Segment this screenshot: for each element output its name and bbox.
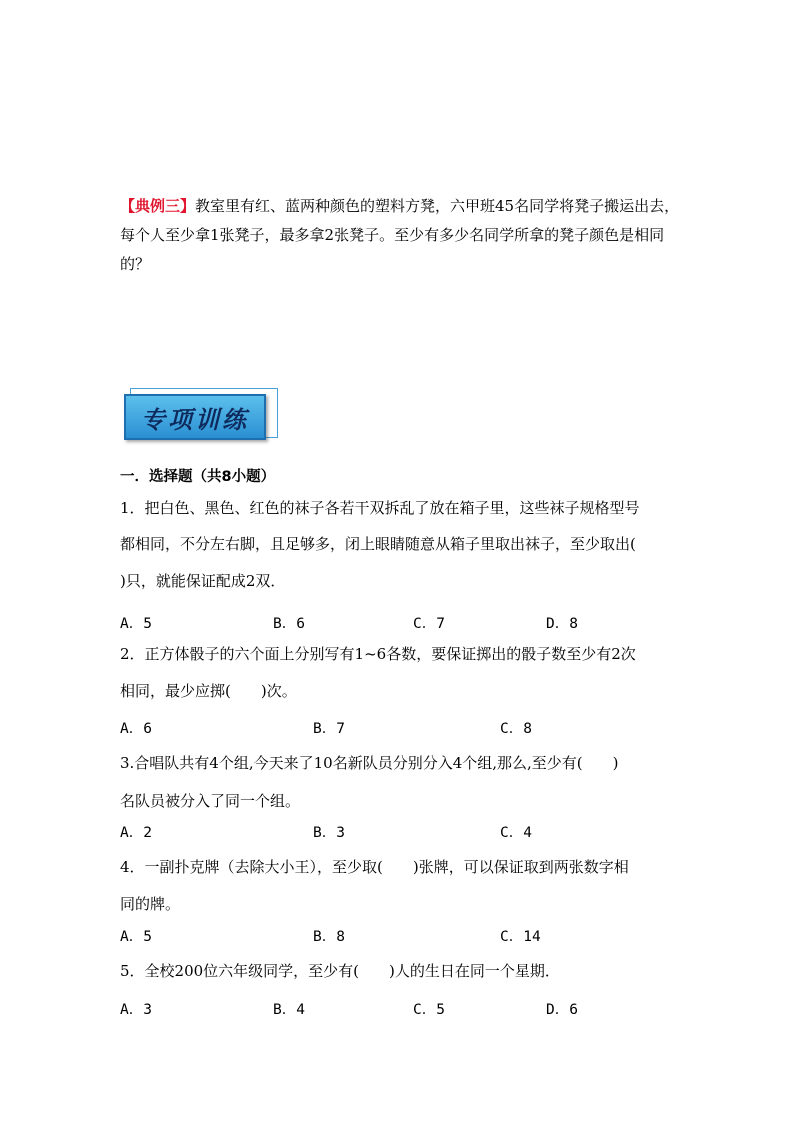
question-2-line-1: 2．正方体骰子的六个面上分别写有1~6各数，要保证掷出的骰子数至少有2次: [120, 645, 636, 663]
section-title: 一．选择题（共8小题）: [120, 469, 276, 485]
banner-box: [124, 394, 266, 440]
question-1-option-b: B．6: [273, 616, 305, 632]
question-4-option-a: A．5: [120, 929, 152, 945]
question-1-option-c: C．7: [413, 616, 445, 632]
question-4-line-1: 4．一副扑克牌（去除大小王），至少取( )张牌，可以保证取到两张数字相: [120, 858, 629, 876]
example-tag: 【典例三】: [120, 197, 196, 215]
question-5-option-a: A．3: [120, 1002, 152, 1018]
banner-label: 专项训练: [141, 405, 249, 434]
question-5-option-b: B．4: [273, 1002, 305, 1018]
question-3-line-2: 名队员被分入了同一个组。: [120, 792, 301, 810]
question-5-option-d: D．6: [546, 1002, 578, 1018]
question-2-line-2: 相同，最少应掷( )次。: [120, 682, 297, 700]
question-1-line-1: 1．把白色、黑色、红色的袜子各若干双拆乱了放在箱子里，这些袜子规格型号: [120, 499, 640, 517]
question-3-line-1: 3.合唱队共有4个组,今天来了10名新队员分别分入4个组,那么,至少有( ): [120, 754, 619, 772]
question-1-option-d: D．8: [546, 616, 578, 632]
question-3-option-c: C．4: [500, 825, 532, 841]
question-4-line-2: 同的牌。: [120, 895, 181, 913]
example-text: 教室里有红、蓝两种颜色的塑料方凳，六甲班45名同学将凳子搬运出去，每个人至少拿1张凳子，最多拿2张凳子。至少有多少名同学所拿的凳子颜色是相同的？: [120, 197, 680, 273]
question-4-option-c: C．14: [500, 929, 541, 945]
question-1-option-a: A．5: [120, 616, 152, 632]
question-5-line-1: 5．全校200位六年级同学，至少有( )人的生日在同一个星期．: [120, 962, 560, 980]
question-2-option-c: C．8: [500, 721, 532, 737]
question-1-line-2: 都相同，不分左右脚，且足够多，闭上眼睛随意从箱子里取出袜子，至少取出(: [120, 535, 636, 553]
question-5-option-c: C．5: [413, 1002, 445, 1018]
question-2-option-b: B．7: [313, 721, 345, 737]
question-3-option-b: B．3: [313, 825, 345, 841]
question-3-option-a: A．2: [120, 825, 152, 841]
question-2-option-a: A．6: [120, 721, 152, 737]
example-problem: [120, 192, 680, 279]
question-4-option-b: B．8: [313, 929, 345, 945]
section-banner: [124, 388, 280, 444]
question-1-line-3: )只，就能保证配成2双．: [120, 572, 286, 590]
